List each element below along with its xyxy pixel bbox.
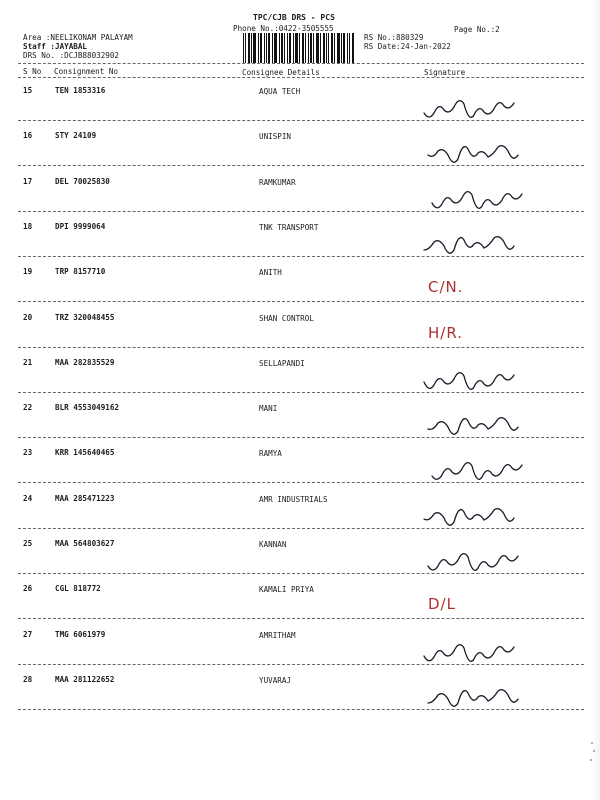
row-serial-number: 22 xyxy=(23,403,33,412)
page-number: Page No.:2 xyxy=(454,25,500,34)
barcode-bar xyxy=(313,33,314,63)
handwritten-signature-initials: D/L xyxy=(428,595,456,613)
row-divider xyxy=(18,528,584,529)
handwritten-signature xyxy=(418,90,528,124)
row-serial-number: 26 xyxy=(23,584,33,593)
row-consignment-number: KRR 145640465 xyxy=(55,448,115,457)
handwritten-signature xyxy=(426,181,536,215)
handwritten-signature xyxy=(422,679,532,713)
barcode-bar xyxy=(268,33,270,63)
barcode-bar xyxy=(243,33,244,63)
barcode-bar xyxy=(266,33,267,63)
staff-field: Staff :JAYABAL xyxy=(23,42,88,51)
row-consignee-name: SELLAPANDI xyxy=(259,359,305,368)
handwritten-signature xyxy=(422,407,532,441)
barcode-bar xyxy=(245,33,246,63)
rs-date: RS Date:24-Jan-2022 xyxy=(364,42,451,51)
row-serial-number: 18 xyxy=(23,222,33,231)
row-consignee-name: ANITH xyxy=(259,268,282,277)
handwritten-signature xyxy=(418,226,528,260)
barcode-bar xyxy=(299,33,300,63)
handwritten-signature xyxy=(426,452,536,486)
barcode-bar xyxy=(260,33,262,63)
barcode-bar xyxy=(347,33,348,63)
header-divider-top xyxy=(18,63,584,64)
row-consignee-name: RAMYA xyxy=(259,449,282,458)
row-consignment-number: MAA 285471223 xyxy=(55,494,115,503)
row-consignee-name: AMRITHAM xyxy=(259,631,296,640)
scan-speck xyxy=(590,759,592,761)
row-divider xyxy=(18,120,584,121)
barcode-bar xyxy=(320,33,321,63)
barcode-bar xyxy=(310,33,312,63)
row-consignee-name: AQUA TECH xyxy=(259,87,301,96)
row-divider xyxy=(18,618,584,619)
row-consignee-name: MANI xyxy=(259,404,278,413)
row-consignment-number: DEL 70025830 xyxy=(55,177,110,186)
row-consignee-name: UNISPIN xyxy=(259,132,292,141)
row-serial-number: 19 xyxy=(23,267,33,276)
row-serial-number: 21 xyxy=(23,358,33,367)
barcode-bar xyxy=(284,33,285,63)
scan-edge-shadow xyxy=(592,0,600,800)
barcode-bar xyxy=(352,33,354,63)
row-consignee-name: KAMALI PRIYA xyxy=(259,585,314,594)
row-serial-number: 25 xyxy=(23,539,33,548)
row-consignment-number: MAA 282835529 xyxy=(55,358,115,367)
barcode-bar xyxy=(295,33,298,63)
column-header-signature: Signature xyxy=(424,68,466,77)
barcode-bar xyxy=(279,33,280,63)
row-consignment-number: MAA 281122652 xyxy=(55,675,115,684)
row-divider xyxy=(18,437,584,438)
row-consignee-name: KANNAN xyxy=(259,540,287,549)
barcode-bar xyxy=(343,33,345,63)
row-serial-number: 28 xyxy=(23,675,33,684)
row-serial-number: 16 xyxy=(23,131,33,140)
row-divider xyxy=(18,482,584,483)
barcode-bar xyxy=(248,33,250,63)
row-serial-number: 23 xyxy=(23,448,33,457)
barcode-bar xyxy=(337,33,340,63)
barcode-bar xyxy=(293,33,294,63)
barcode-bar xyxy=(331,33,333,63)
row-consignment-number: TRP 8157710 xyxy=(55,267,106,276)
row-consignment-number: CGL 818772 xyxy=(55,584,101,593)
row-divider xyxy=(18,573,584,574)
row-consignee-name: RAMKUMAR xyxy=(259,178,296,187)
phone-number: Phone No.:0422-3505555 xyxy=(233,24,334,33)
row-serial-number: 20 xyxy=(23,313,33,322)
row-serial-number: 27 xyxy=(23,630,33,639)
barcode-bar xyxy=(287,33,288,63)
row-divider xyxy=(18,256,584,257)
row-consignee-name: TNK TRANSPORT xyxy=(259,223,319,232)
barcode-bar xyxy=(302,33,304,63)
handwritten-signature xyxy=(422,135,532,169)
row-divider xyxy=(18,347,584,348)
column-header-consignment: Consignment No xyxy=(54,67,119,76)
handwritten-signature xyxy=(422,543,532,577)
barcode-bar xyxy=(326,33,327,63)
barcode-bar xyxy=(251,33,252,63)
handwritten-signature xyxy=(418,498,528,532)
barcode-bar xyxy=(258,33,259,63)
row-consignment-number: BLR 4553049162 xyxy=(55,403,120,412)
row-serial-number: 17 xyxy=(23,177,33,186)
row-divider xyxy=(18,301,584,302)
column-header-sno: S No xyxy=(23,67,42,76)
handwritten-signature xyxy=(418,634,528,668)
scan-speck xyxy=(591,742,593,744)
barcode-bar xyxy=(305,33,306,63)
row-serial-number: 24 xyxy=(23,494,33,503)
row-consignment-number: TEN 1853316 xyxy=(55,86,106,95)
row-divider xyxy=(18,664,584,665)
drs-number: DRS No. :DCJB88032902 xyxy=(23,51,120,60)
row-consignment-number: TMG 6061979 xyxy=(55,630,106,639)
scan-speck xyxy=(593,750,595,752)
header-divider-bottom xyxy=(18,77,584,78)
handwritten-signature-initials: H/R. xyxy=(428,324,463,342)
row-divider xyxy=(18,709,584,710)
barcode-bar xyxy=(253,33,256,63)
barcode-bar xyxy=(323,33,325,63)
row-serial-number: 15 xyxy=(23,86,33,95)
barcode-bar xyxy=(334,33,335,63)
row-consignee-name: SHAN CONTROL xyxy=(259,314,314,323)
barcode-bar xyxy=(274,33,277,63)
barcode-bar xyxy=(328,33,329,63)
handwritten-signature xyxy=(418,362,528,396)
row-consignee-name: YUVARAJ xyxy=(259,676,292,685)
row-divider xyxy=(18,392,584,393)
rs-number: RS No.:880329 xyxy=(364,33,424,42)
area-field: Area :NEELIKONAM PALAYAM xyxy=(23,33,133,42)
handwritten-signature-initials: C/N. xyxy=(428,278,464,296)
barcode-bar xyxy=(308,33,309,63)
row-consignment-number: TRZ 320048455 xyxy=(55,313,115,322)
barcode-image xyxy=(241,33,355,63)
barcode-bar xyxy=(289,33,291,63)
barcode-bar xyxy=(272,33,273,63)
row-consignment-number: MAA 564803627 xyxy=(55,539,115,548)
barcode-bar xyxy=(349,33,350,63)
barcode-bar xyxy=(281,33,283,63)
barcode-bar xyxy=(341,33,342,63)
column-header-consignee: Consignee Details xyxy=(242,68,320,77)
row-divider xyxy=(18,211,584,212)
row-divider xyxy=(18,165,584,166)
document-title: TPC/CJB DRS - PCS xyxy=(253,13,335,22)
row-consignment-number: STY 24109 xyxy=(55,131,97,140)
row-consignment-number: DPI 9999064 xyxy=(55,222,106,231)
row-consignee-name: AMR INDUSTRIALS xyxy=(259,495,328,504)
barcode-bar xyxy=(316,33,319,63)
barcode-bar xyxy=(264,33,265,63)
